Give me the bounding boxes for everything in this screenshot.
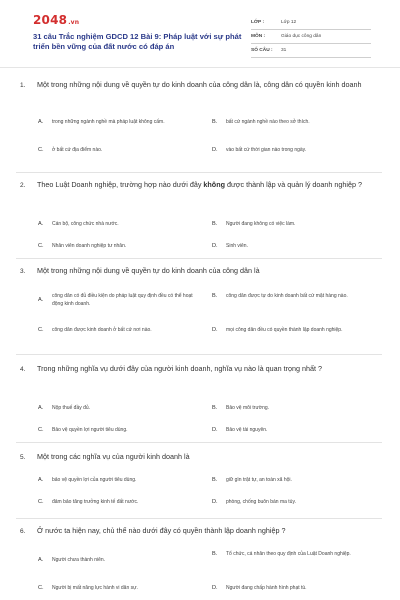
option-b[interactable] <box>212 118 382 126</box>
option-b[interactable] <box>212 220 382 228</box>
meta-value: Giáo dục công dân <box>281 34 322 39</box>
question-number: 2. <box>20 182 26 189</box>
option-text: Người đang không có việc làm. <box>226 221 296 227</box>
option-letter: A. <box>38 119 44 125</box>
option-letter: C. <box>38 327 44 333</box>
option-c[interactable] <box>38 426 203 434</box>
option-text: Người bị mất năng lực hành vi dân sự. <box>52 585 138 591</box>
question-number: 1. <box>20 82 26 89</box>
option-letter: C. <box>38 147 44 153</box>
meta-label: SỐ CÂU : <box>251 48 273 53</box>
meta-row-subject <box>251 30 371 44</box>
meta-value: Lớp 12 <box>281 20 297 25</box>
option-letter: B. <box>212 405 218 411</box>
option-text: Bảo vệ tài nguyên. <box>226 427 268 433</box>
question-text: Một trong những nội dung về quyền tự do kinh doanh của công dân là <box>37 266 260 275</box>
question-text: Một trong các nghĩa vụ của người kinh doanh là <box>37 452 190 461</box>
question-number: 3. <box>20 268 26 275</box>
question-number: 4. <box>20 366 26 373</box>
question-divider <box>16 442 382 443</box>
option-d[interactable] <box>212 146 382 154</box>
question-text: Theo Luật Doanh nghiệp, trường hợp nào dưới đây không được thành lập và quản lý doanh nghiệp ? <box>37 180 362 189</box>
meta-label: MÔN : <box>251 34 266 39</box>
question-divider <box>16 518 382 519</box>
option-letter: A. <box>38 405 44 411</box>
option-c[interactable] <box>38 242 188 250</box>
question-divider <box>16 258 382 259</box>
option-c[interactable] <box>38 146 188 154</box>
emphasis-text: không <box>203 180 225 189</box>
option-letter: A. <box>38 221 44 227</box>
option-letter: B. <box>212 293 218 299</box>
meta-row-count <box>251 44 371 58</box>
question-number: 6. <box>20 528 26 535</box>
document-header <box>0 0 400 68</box>
option-letter: B. <box>212 221 218 227</box>
option-letter: A. <box>38 557 44 563</box>
option-letter: D. <box>212 147 218 153</box>
option-a[interactable] <box>38 404 188 412</box>
option-c[interactable] <box>38 498 208 506</box>
option-letter: D. <box>212 243 218 249</box>
option-text: giữ gìn trật tự, an toàn xã hội. <box>226 477 292 483</box>
option-letter: B. <box>212 477 218 483</box>
document-title: 31 câu Trắc nghiệm GDCD 12 Bài 9: Pháp luật với sự phát triển bền vững của đất nước có đáp án <box>33 32 242 51</box>
option-text: ở bất cứ địa điểm nào. <box>52 147 103 153</box>
option-letter: B. <box>212 119 218 125</box>
option-text: Nộp thuế đầy đủ. <box>52 405 91 411</box>
option-letter: C. <box>38 585 44 591</box>
option-a[interactable] <box>38 476 203 484</box>
option-c[interactable] <box>38 584 208 592</box>
option-letter: C. <box>38 243 44 249</box>
site-logo[interactable]: 2048.vn <box>33 13 80 27</box>
option-letter: A. <box>38 477 44 483</box>
question-text: Một trong những nội dung về quyền tự do kinh doanh của công dân là, công dân có quyền kinh doanh <box>37 80 362 89</box>
question-number: 5. <box>20 454 26 461</box>
option-d[interactable] <box>212 498 382 506</box>
option-d[interactable] <box>212 242 382 250</box>
option-text: Người đang chấp hành hình phạt tù. <box>226 585 307 591</box>
option-a[interactable] <box>38 292 213 308</box>
option-text: công dân được tự do kinh doanh bất cứ mặt hàng nào. <box>226 293 348 299</box>
question-text: Ở nước ta hiện nay, chủ thể nào dưới đây có quyền thành lập doanh nghiệp ? <box>37 526 286 535</box>
option-d[interactable] <box>212 584 382 592</box>
option-b[interactable] <box>212 404 382 412</box>
option-text: Tổ chức, cá nhân theo quy định của Luật Doanh nghiệp. <box>226 551 351 557</box>
option-text: Người chưa thành niên. <box>52 557 106 563</box>
option-text: đảm bảo tăng trưởng kinh tế đất nước. <box>52 499 139 505</box>
option-a[interactable] <box>38 118 188 126</box>
option-text: vào bất cứ thời gian nào trong ngày. <box>226 147 307 153</box>
option-text: bảo vệ quyền lợi của người tiêu dùng. <box>52 477 137 483</box>
option-c[interactable] <box>38 326 213 334</box>
meta-label: LỚP : <box>251 20 265 25</box>
option-text: mọi công dân đều có quyền thành lập doanh nghiệp. <box>226 327 343 333</box>
option-d[interactable] <box>212 326 382 334</box>
option-letter: C. <box>38 499 44 505</box>
option-text: phòng, chống buôn bán ma túy. <box>226 499 296 505</box>
question-divider <box>16 354 382 355</box>
option-letter: B. <box>212 551 218 557</box>
option-text: công dân có đủ điều kiện do pháp luật quy định đều có thể hoạt động kinh doanh. <box>52 293 193 307</box>
option-text: Cán bộ, công chức nhà nước. <box>52 221 119 227</box>
question-divider <box>16 172 382 173</box>
option-letter: C. <box>38 427 44 433</box>
option-letter: D. <box>212 327 218 333</box>
option-b[interactable] <box>212 292 382 300</box>
meta-row-class <box>251 16 371 30</box>
option-b[interactable] <box>212 476 382 484</box>
option-text: Sinh viên. <box>226 243 248 249</box>
option-a[interactable] <box>38 220 188 228</box>
option-letter: D. <box>212 585 218 591</box>
document-meta <box>251 16 371 58</box>
option-text: Nhân viên doanh nghiệp tư nhân. <box>52 243 127 249</box>
option-text: bất cứ ngành nghề nào theo sở thích. <box>226 119 310 125</box>
option-letter: A. <box>38 297 44 303</box>
option-b[interactable] <box>212 550 382 558</box>
option-text: Bảo vệ quyền lợi người tiêu dùng. <box>52 427 128 433</box>
question-text: Trong những nghĩa vụ dưới đây của người kinh doanh, nghĩa vụ nào là quan trọng nhất ? <box>37 364 322 373</box>
option-text: trong những ngành nghề mà pháp luật không cấm. <box>52 119 165 125</box>
option-d[interactable] <box>212 426 382 434</box>
option-text: Bảo vệ môi trường. <box>226 405 270 411</box>
option-text: công dân được kinh doanh ở bất cứ nơi nào. <box>52 327 152 333</box>
option-letter: D. <box>212 427 218 433</box>
meta-value: 31 <box>281 48 287 53</box>
option-letter: D. <box>212 499 218 505</box>
option-a[interactable] <box>38 556 188 564</box>
